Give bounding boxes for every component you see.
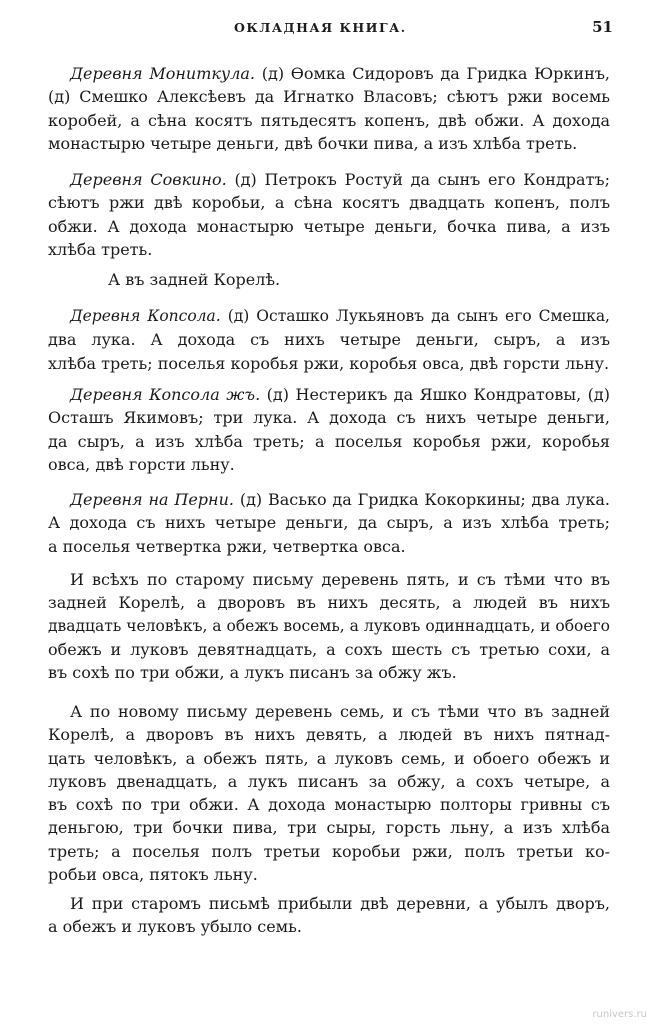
line-text: (д) Васько да Гридка Кокоркины; два лука. [239, 490, 610, 509]
paragraph-line: Осташъ Якимовъ; три лука. А дохода съ нихъ четыре деньги, [48, 408, 610, 428]
paragraph-line: цать человѣкъ, а обежъ пять, а луковъ семь, и обоего обежъ и [48, 748, 610, 768]
page-number: 51 [592, 18, 613, 36]
paragraph-line: а поселья четвертка ржи, четвертка овса. [48, 536, 406, 556]
paragraph-first-line [48, 383, 610, 406]
paragraph-first-line: А по новому письму деревень семь, и съ тѣми что въ задней [70, 702, 610, 721]
paragraph-line: двадцать человѣкъ, а обежъ восемь, а луковъ одиннадцать, и обоего [48, 616, 610, 635]
paragraph-line: хлѣба треть; поселья коробья ржи, коробья овса, двѣ горсти льну. [48, 353, 610, 373]
paragraph-line: луковъ двенадцать, а лукъ писанъ за обжу, а сохъ четыре, а [48, 771, 610, 791]
paragraph-line: (д) Смешко Алексѣевъ да Игнатко Власовъ; сѣютъ ржи восемь [48, 87, 610, 107]
new-census-summary [48, 700, 610, 886]
running-head: ОКЛАДНАЯ КНИГА. [234, 20, 407, 35]
line-text: (д) Ѳомка Сидоровъ да Гридка Юркинъ, [261, 64, 611, 83]
village-name: Деревня Копсола. [70, 307, 221, 325]
paragraph-line: обжи. А дохода монастырю четыре деньги, бочка пива, а изъ [48, 216, 610, 236]
paragraph-line: робьи овса, пятокъ льну. [48, 865, 258, 885]
paragraph-line: деньгою, три бочки пива, три сыры, горсть льну, а изъ хлѣба [48, 818, 610, 838]
village-name: Деревня Копсола жъ. [70, 385, 261, 404]
entry-kopsola [48, 305, 610, 375]
line-text: (д) Осташко Лукьяновъ да сынъ его Смешка, [227, 307, 610, 325]
paragraph-line: а обежъ и луковъ убыло семь. [48, 917, 302, 937]
paragraph-first-line [48, 305, 610, 328]
paragraph-first-line: И всѣхъ по старому письму деревень пять, и съ тѣми что въ [70, 570, 610, 589]
old-census-summary [48, 568, 610, 684]
paragraph-first-line [48, 168, 610, 191]
village-name: Деревня Совкино. [70, 170, 227, 189]
paragraph-line: Корелѣ, а дворовъ въ нихъ девять, а людей въ нихъ пятнад- [48, 725, 610, 745]
entry-sovkino [48, 168, 610, 261]
paragraph-line: сѣютъ ржи двѣ коробьи, а сѣна косятъ двадцать копенъ, полъ [48, 193, 610, 213]
paragraph-line: въ сохѣ по три обжи, а лукъ писанъ за обжу жъ. [48, 663, 457, 683]
paragraph-line: коробей, а сѣна косятъ пятьдесятъ копенъ, двѣ обжи. А дохода [48, 110, 610, 130]
paragraph-line: овса, двѣ горсти льну. [48, 454, 235, 474]
paragraph-first-line: И при старомъ письмѣ прибыли двѣ деревни, а убылъ дворъ, [70, 894, 610, 913]
paragraph-line: хлѣба треть. [48, 239, 153, 259]
paragraph-line: монастырю четыре деньги, двѣ бочки пива, а изъ хлѣба треть. [48, 133, 578, 153]
paragraph-first-line [48, 488, 610, 511]
paragraph-line: А дохода съ нихъ четыре деньги, да сыръ, а изъ хлѣба треть; [48, 513, 610, 533]
section-subheading: А въ задней Корелѣ. [108, 270, 281, 289]
entry-monitkula [48, 62, 610, 155]
village-name: Деревня на Перни. [70, 490, 234, 509]
paragraph-line: треть; а поселья полъ третьи коробьи ржи, полъ третьи ко- [48, 841, 610, 861]
paragraph-line: два лука. А дохода съ нихъ четыре деньги, сыръ, а изъ [48, 330, 610, 350]
entry-na-perni [48, 488, 610, 558]
paragraph-line: въ сохѣ по три обжи. А дохода монастырю полторы гривны съ [48, 795, 610, 815]
paragraph-first-line [48, 62, 610, 85]
line-text: (д) Петрокъ Ростуй да сынъ его Кондратъ; [234, 170, 610, 189]
line-text: (д) Нестерикъ да Яшко Кондратовы, (д) [266, 385, 610, 404]
paragraph-line: да сыръ, а изъ хлѣба треть; а поселья коробья ржи, коробья [48, 431, 610, 451]
village-name: Деревня Мониткула. [70, 64, 256, 83]
paragraph-line: обежъ и луковъ девятнадцать, а сохъ шесть съ третью сохи, а [48, 639, 610, 659]
watermark: runivers.ru [592, 1009, 647, 1020]
paragraph-line: задней Корелѣ, а дворовъ въ нихъ десять, а людей въ нихъ [48, 593, 610, 613]
change-summary [48, 892, 610, 939]
entry-kopsola-zh [48, 383, 610, 476]
